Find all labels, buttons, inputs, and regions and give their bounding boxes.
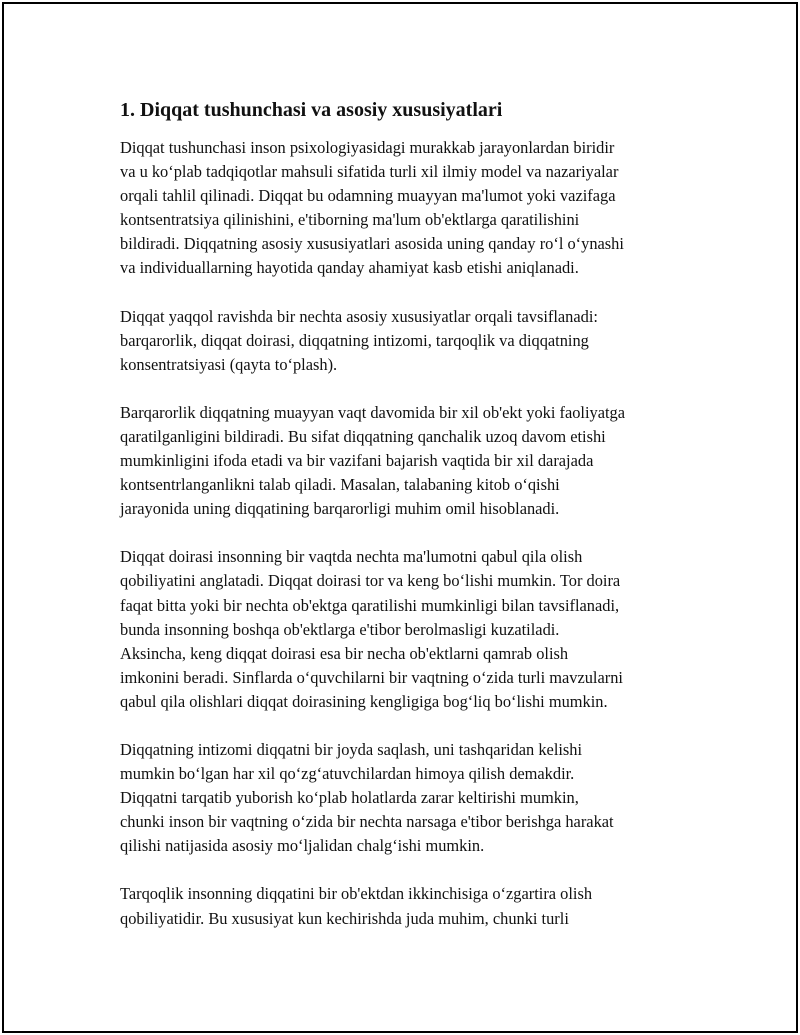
paragraph-intro: Diqqat tushunchasi inson psixologiyasidagi murakkab jarayonlardan biridir va u ko‘plab tadqiqotlar mahsuli sifatida turli xil ilmiy model va nazariyalar orqali tahlil qilinadi. Diqqat bu odamning muayyan ma'lumot yoki vazifaga kontsentratsiya qilinishini, e'tiborning ma'lum ob'ektlarga qaratilishini bildiradi. Diqqatning asosiy xususiyatlari asosida uning qanday ro‘l o‘ynashi va individuallarning hayotida qanday ahamiyat kasb etishi aniqlanadi.	[120, 138, 624, 278]
paragraph-key-properties: Diqqat yaqqol ravishda bir nechta asosiy xususiyatlar orqali tavsiflanadi: barqarorlik, diqqat doirasi, diqqatning intizomi, tarqoqlik va diqqatning konsentratsiyasi (qayta to‘plash).	[120, 306, 598, 374]
section-heading: 1. Diqqat tushunchasi va asosiy xususiyatlari	[120, 99, 503, 121]
paragraph-stability: Barqarorlik diqqatning muayyan vaqt davomida bir xil ob'ekt yoki faoliyatga qaratilganligini bildiradi. Bu sifat diqqatning qanchalik uzoq davom etishi mumkinligini ifoda etadi va bir vazifani bajarish vaqtida bir xil darajada kontsentrlanganlikni talab qiladi. Masalan, talabaning kitob o‘qishi jarayonida uning diqqatining barqarorligi muhim omil hisoblanadi.	[120, 402, 626, 519]
document-body	[120, 96, 690, 955]
paragraph-discipline: Diqqatning intizomi diqqatni bir joyda saqlash, uni tashqaridan kelishi mumkin bo‘lgan har xil qo‘zg‘atuvchilardan himoya qilish demakdir. Diqqatni tarqatib yuborish ko‘plab holatlarda zarar keltirishi mumkin, chunki inson bir vaqtning o‘zida bir nechta narsaga e'tibor berishga harakat qilishi natijasida asosiy mo‘ljalidan chalg‘ishi mumkin.	[120, 739, 614, 856]
paragraph-attention-span: Diqqat doirasi insonning bir vaqtda nechta ma'lumotni qabul qila olish qobiliyatini anglatadi. Diqqat doirasi tor va keng bo‘lishi mumkin. Tor doira faqat bitta yoki bir nechta ob'ektga qaratilishi mumkinligi bilan tavsiflanadi, bunda insonning boshqa ob'ektlarga e'tibor berolmasligi kuzatiladi. Aksincha, keng diqqat doirasi esa bir necha ob'ektlarni qamrab olish imkonini beradi. Sinflarda o‘quvchilarni bir vaqtning o‘zida turli mavzularni qabul qila olishlari diqqat doirasining kengligiga bog‘liq bo‘lishi mumkin.	[120, 547, 623, 711]
paragraph-distribution: Tarqoqlik insonning diqqatini bir ob'ektdan ikkinchisiga o‘zgartira olish qobiliyatidir. Bu xususiyat kun kechirishda juda muhim, chunki turli	[120, 884, 593, 928]
document-page	[2, 2, 798, 1033]
